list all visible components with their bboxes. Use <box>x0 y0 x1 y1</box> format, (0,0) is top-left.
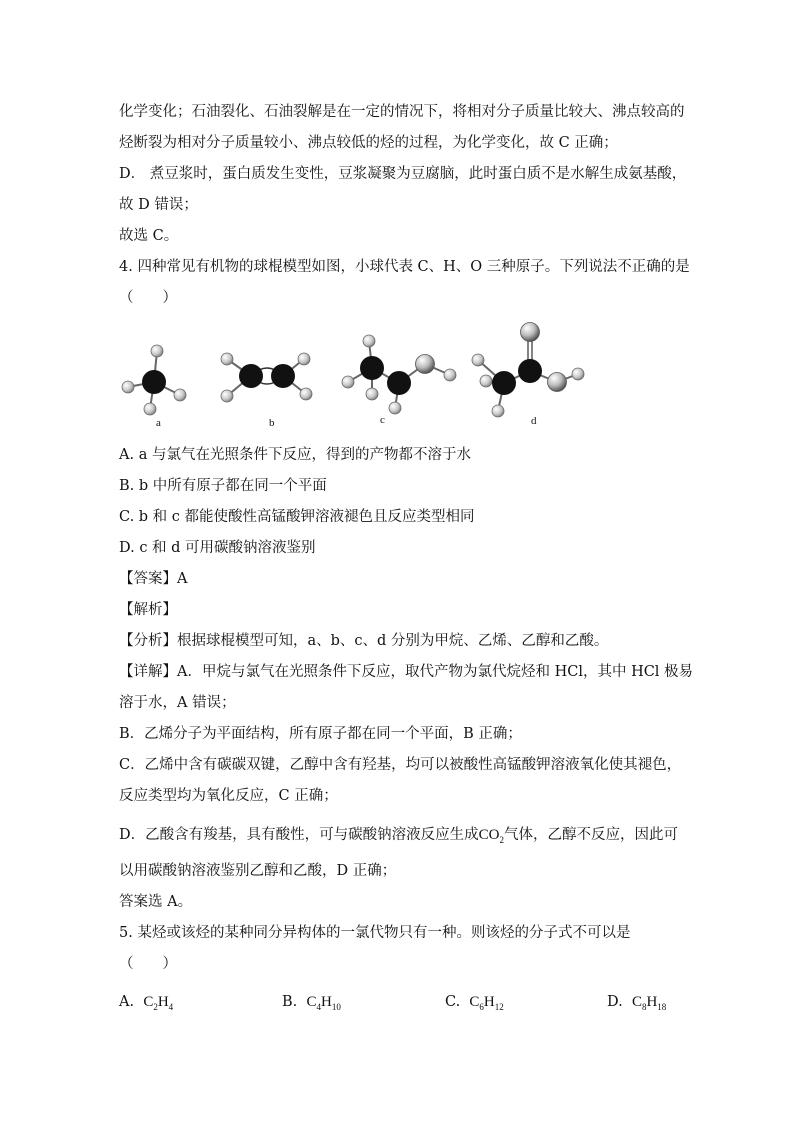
question-5-paren: （ ） <box>119 956 177 972</box>
analysis-fenxi: 【分析】根据球棍模型可知，a、b、c、d 分别为甲烷、乙烯、乙醇和乙酸。 <box>119 633 609 649</box>
option-5-d: D. $C_8H_{18}$ <box>607 994 667 1012</box>
model-label-c: c <box>380 414 385 426</box>
text-line: 故 D 错误； <box>119 197 198 213</box>
option-5-b: B. $C_4H_{10}$ <box>282 994 341 1012</box>
detail-line: 溶于水，A 错误； <box>119 695 236 711</box>
option-4-d: D. c 和 d 可用碳酸钠溶液鉴别 <box>119 540 316 556</box>
question-5-stem: 5. 某烃或该烃的某种同分异构体的一氯代物只有一种。则该烃的分子式不可以是 <box>119 925 631 941</box>
model-label-b: b <box>269 417 275 429</box>
answer-label: 【答案】A <box>119 571 188 587</box>
answer-choice: 答案选 A。 <box>119 894 193 910</box>
detail-line-d <box>119 825 679 850</box>
model-c-ethanol <box>342 335 456 426</box>
model-b-ethylene <box>221 353 312 429</box>
ball-stick-models-figure <box>110 318 590 433</box>
text-line: 故选 C。 <box>119 228 179 244</box>
detail-d-pre: D．乙酸含有羧基，具有酸性，可与碳酸钠溶液反应生成 <box>119 827 479 843</box>
option-4-b: B. b 中所有原子都在同一个平面 <box>119 478 327 494</box>
co2-formula: $CO_2$ <box>478 827 504 845</box>
detail-line: 以用碳酸钠溶液鉴别乙醇和乙酸，D 正确； <box>119 863 397 879</box>
analysis-title: 【解析】 <box>119 602 177 618</box>
text-line: D． 煮豆浆时，蛋白质发生变性，豆浆凝聚为豆腐脑，此时蛋白质不是水解生成氨基酸， <box>119 166 687 182</box>
detail-d-post: 气体，乙醇不反应，因此可 <box>503 827 678 843</box>
option-5-a: A. $C_2H_4$ <box>119 994 174 1012</box>
question-4-paren: （ ） <box>119 290 177 306</box>
model-label-a: a <box>156 417 161 429</box>
question-4-stem: 4. 四种常见有机物的球棍模型如图，小球代表 C、H、O 三种原子。下列说法不正确的是 <box>119 259 690 275</box>
option-4-a: A. a 与氯气在光照条件下反应，得到的产物都不溶于水 <box>119 447 471 463</box>
detail-line: 反应类型均为氧化反应，C 正确； <box>119 788 338 804</box>
model-label-d: d <box>531 415 537 427</box>
text-line: 烃断裂为相对分子质量较小、沸点较低的烃的过程，为化学变化，故 C 正确； <box>119 135 618 151</box>
option-5-c: C. $C_6H_{12}$ <box>445 994 504 1012</box>
detail-line: B．乙烯分子为平面结构，所有原子都在同一个平面，B 正确； <box>119 726 522 742</box>
text-line: 化学变化；石油裂化、石油裂解是在一定的情况下，将相对分子质量比较大、沸点较高的 <box>119 104 685 120</box>
option-4-c: C. b 和 c 都能使酸性高锰酸钾溶液褪色且反应类型相同 <box>119 509 475 525</box>
detail-line: C．乙烯中含有碳碳双键，乙醇中含有羟基，均可以被酸性高锰酸钾溶液氧化使其褪色， <box>119 757 682 773</box>
detail-line: 【详解】A．甲烷与氯气在光照条件下反应，取代产物为氯代烷烃和 HCl，其中 HCl 极易 <box>119 664 694 680</box>
model-a-methane <box>122 345 186 429</box>
model-d-acetic-acid <box>472 323 584 428</box>
